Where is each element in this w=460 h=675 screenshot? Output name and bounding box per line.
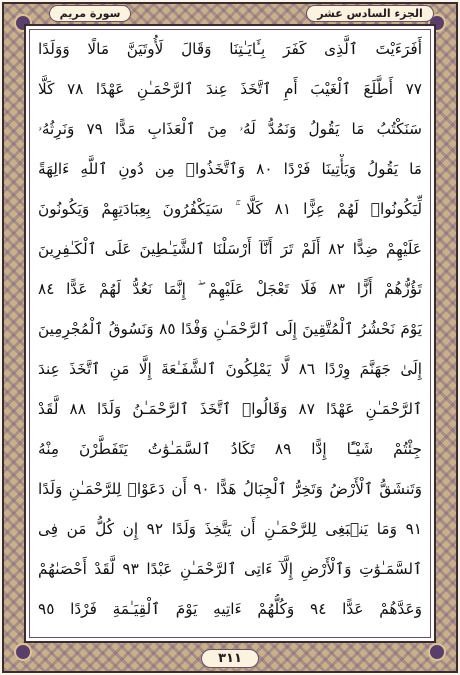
- juz-label: الجزء السادس عشر: [306, 5, 434, 22]
- text-line: ٱلرَّحْمَـٰنِ عَهْدًا ٨٧ وَقَالُوا۟ ٱتَّخَذَ ٱلرَّحْمَـٰنُ وَلَدًا ٨٨ لَّقَدْ: [38, 400, 422, 418]
- text-line: يَوْمَ نَحْشُرُ ٱلْمُتَّقِينَ إِلَى ٱلرَّحْمَـٰنِ وَفْدًا ٨٥ وَنَسُوقُ ٱلْمُجْرِمِينَ: [38, 320, 422, 338]
- verse-text-block: [38, 34, 422, 636]
- text-line: إِلَىٰ جَهَنَّمَ وِرْدًا ٨٦ لَّا يَمْلِكُونَ ٱلشَّفَـٰعَةَ إِلَّا مَنِ ٱتَّخَذَ عِندَ: [38, 360, 422, 378]
- text-line: ٩١ وَمَا يَنۢبَغِى لِلرَّحْمَـٰنِ أَن يَتَّخِذَ وَلَدًا ٩٢ إِن كُلُّ مَن فِى: [38, 520, 422, 538]
- surah-header: [20, 4, 160, 22]
- text-line: وَعَدَّهُمْ عَدًّا ٩٤ وَكُلُّهُمْ ءَاتِيهِ يَوْمَ ٱلْقِيَـٰمَةِ فَرْدًا ٩٥: [38, 600, 422, 618]
- corner-ornament-icon: [14, 643, 32, 661]
- page-footer: [170, 648, 290, 668]
- text-line: وَتَنشَقُّ ٱلْأَرْضُ وَتَخِرُّ ٱلْجِبَالُ هَدًّا ٩٠ أَن دَعَوْا۟ لِلرَّحْمَـٰنِ وَلَدًا: [38, 480, 422, 498]
- text-line: جِئْتُمْ شَيْـًٔا إِدًّا ٨٩ تَكَادُ ٱلسَّمَـٰوَٰتُ يَتَفَطَّرْنَ مِنْهُ: [38, 440, 422, 458]
- text-line: مَا يَقُولُ وَيَأْتِينَا فَرْدًا ٨٠ وَٱتَّخَذُوا۟ مِن دُونِ ٱللَّهِ ءَالِهَةً: [38, 160, 422, 178]
- text-line: سَنَكْتُبُ مَا يَقُولُ وَنَمُدُّ لَهُۥ مِنَ ٱلْعَذَابِ مَدًّا ٧٩ وَنَرِثُهُۥ: [38, 120, 422, 138]
- text-line: تَؤُزُّهُمْ أَزًّا ٨٣ فَلَا تَعْجَلْ عَلَيْهِمْ ۖ إِنَّمَا نَعُدُّ لَهُمْ عَدًّا ٨٤: [38, 280, 422, 298]
- text-line: ٱلسَّمَـٰوَٰتِ وَٱلْأَرْضِ إِلَّآ ءَاتِى ٱلرَّحْمَـٰنِ عَبْدًا ٩٣ لَّقَدْ أَحْصَىٰهُمْ: [38, 560, 422, 578]
- page-number: ٣١١: [201, 649, 259, 668]
- surah-label: سورة مريم: [49, 5, 132, 22]
- juz-header: [300, 4, 440, 22]
- text-line: عَلَيْهِمْ ضِدًّا ٨٢ أَلَمْ تَرَ أَنَّآ أَرْسَلْنَا ٱلشَّيَـٰطِينَ عَلَى ٱلْكَـٰفِرِينَ: [38, 240, 422, 258]
- text-line: ٧٧ أَطَّلَعَ ٱلْغَيْبَ أَمِ ٱتَّخَذَ عِندَ ٱلرَّحْمَـٰنِ عَهْدًا ٧٨ كَلَّا: [38, 80, 422, 98]
- corner-ornament-icon: [428, 643, 446, 661]
- text-line: لِّيَكُونُوا۟ لَهُمْ عِزًّا ٨١ كَلَّا ۚ سَيَكْفُرُونَ بِعِبَادَتِهِمْ وَيَكُونُونَ: [38, 200, 422, 218]
- text-line: أَفَرَءَيْتَ ٱلَّذِى كَفَرَ بِـَٔايَـٰتِنَا وَقَالَ لَأُوتَيَنَّ مَالًا وَوَلَدًا: [38, 40, 422, 58]
